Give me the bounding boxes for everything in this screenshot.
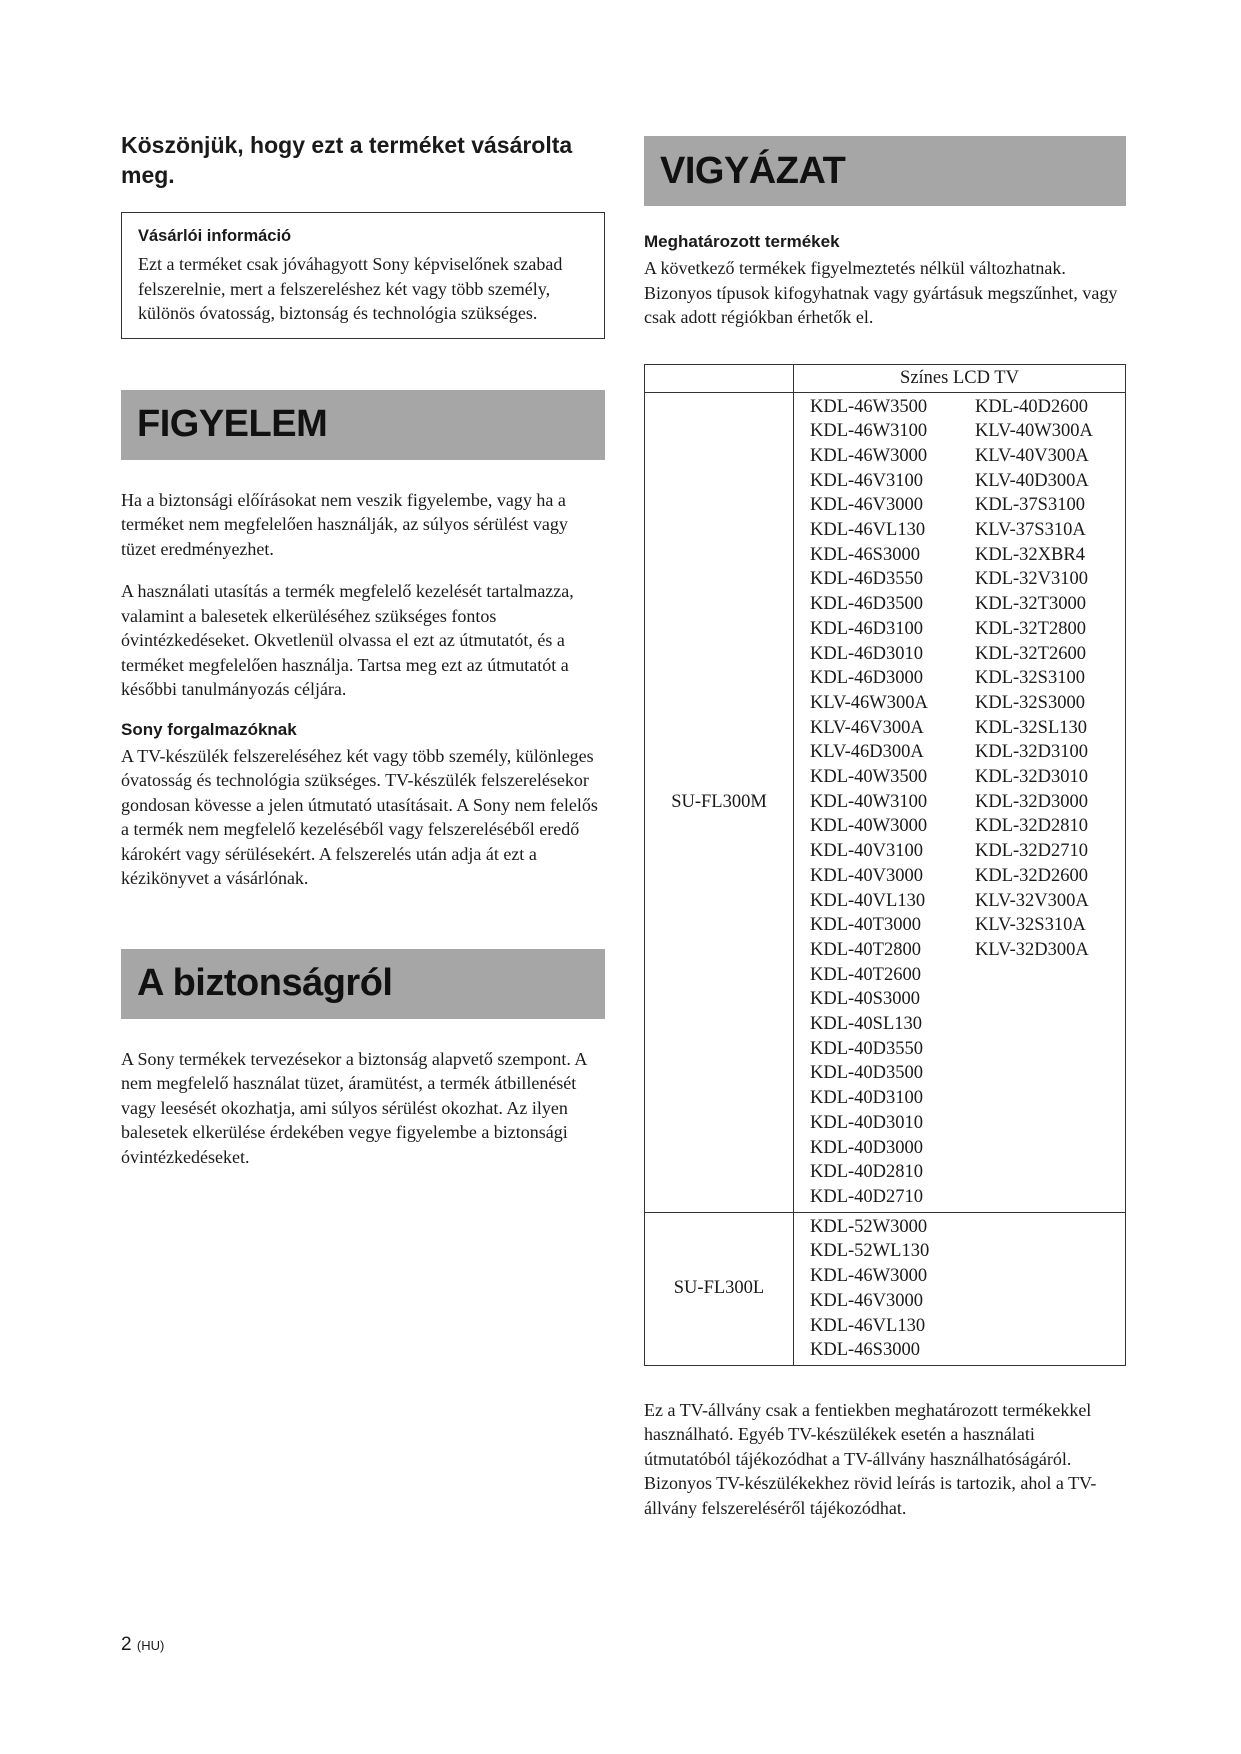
tv-model-list [810,395,975,1210]
table-header: Színes LCD TV [794,364,1126,392]
tv-model-item: KLV-46W300A [810,692,928,713]
tv-model-item: KDL-32S3000 [975,692,1085,713]
tv-model-item: KDL-40D3010 [810,1112,924,1133]
tv-model-item: KDL-32T2800 [975,618,1086,639]
safety-banner: A biztonságról [121,949,605,1019]
tv-model-item: KDL-40T3000 [810,915,921,936]
compatibility-table [644,364,1126,1366]
tv-model-item: KDL-40T2600 [810,964,921,985]
left-column [121,130,605,1169]
tv-model-item: KLV-40W300A [975,421,1093,442]
customer-info-title: Vásárlói információ [138,227,292,245]
tv-model-item: KDL-46W3100 [810,421,928,442]
tv-model-item: KDL-46D3100 [810,618,924,639]
dealers-heading: Sony forgalmazóknak [121,719,297,739]
warning-paragraph-2: A használati utasítás a termék megfelelő kezelését tartalmazza, valamint a balesetek elkerüléséhez szükséges fontos óvintézkedéseket. Okvetlenül olvassa el ezt az útmutatót, és a terméket megfelelően használja. Tartsa meg ezt az útmutatót a későbbi tanulmányozás céljára. [121,581,574,699]
tv-model-item: KDL-40D3500 [810,1063,924,1084]
tv-models-cell [794,1212,1126,1365]
tv-model-item: KDL-46D3550 [810,569,924,590]
table-corner-cell [645,364,794,392]
warning-banner: FIGYELEM [121,390,605,460]
right-column [644,136,1126,1520]
caution-banner: VIGYÁZAT [644,136,1126,206]
tv-model-item: KDL-32T3000 [975,594,1086,615]
tv-model-item: KDL-46VL130 [810,520,926,541]
table-row [645,392,1126,1212]
tv-model-item: KDL-40W3500 [810,767,928,788]
tv-model-item: KDL-40SL130 [810,1014,923,1035]
tv-model-item: KDL-32T2600 [975,643,1086,664]
language-code: (HU) [136,1638,165,1653]
tv-model-item: KDL-46V3100 [810,470,924,491]
tv-model-item: KLV-32D300A [975,939,1089,960]
tv-model-item: KDL-46S3000 [810,1340,920,1361]
page-footer [121,1634,164,1656]
tv-model-item: KDL-46D3010 [810,643,924,664]
tv-model-item: KLV-40D300A [975,470,1089,491]
mount-model-cell: SU-FL300M [645,392,794,1212]
mount-model-cell: SU-FL300L [645,1212,794,1365]
tv-model-item: KDL-46W3000 [810,1266,928,1287]
tv-model-item: KDL-46V3000 [810,1290,924,1311]
tv-model-item: KDL-46W3500 [810,396,928,417]
tv-model-item: KLV-32S310A [975,915,1086,936]
tv-model-item: KDL-40D2810 [810,1162,924,1183]
specified-products-text: A következő termékek figyelmeztetés nélkül változhatnak. Bizonyos típusok kifogyhatnak vagy gyártásuk megszűnhet, vagy csak adott régiókban érhetők el. [644,258,1118,327]
tv-model-item: KDL-40W3000 [810,816,928,837]
tv-model-item: KDL-46V3000 [810,495,924,516]
tv-model-item: KDL-32D3100 [975,742,1089,763]
tv-model-item: KDL-40D3000 [810,1137,924,1158]
customer-info-box [121,212,605,339]
tv-model-item: KDL-46D3000 [810,668,924,689]
tv-model-item: KDL-40VL130 [810,890,926,911]
safety-text: A Sony termékek tervezésekor a biztonság alapvető szempont. A nem megfelelő használat tüzet, áramütést, a termék átbillenését vagy leesését okozhatja, ami súlyos sérülést okozhat. Az ilyen balesetek elkerülése érdekében vegye figyelembe a biztonsági óvintézkedéseket. [121,1048,587,1167]
tv-model-item: KDL-46W3000 [810,445,928,466]
tv-model-item: KDL-32D2810 [975,816,1089,837]
tv-model-list [810,1215,975,1363]
tv-model-item: KDL-32S3100 [975,668,1085,689]
tv-model-item: KDL-40T2800 [810,939,921,960]
tv-model-item: KDL-32D2710 [975,841,1089,862]
specified-products-heading: Meghatározott termékek [644,232,840,251]
tv-model-item: KLV-46D300A [810,742,924,763]
usage-note: Ez a TV-állvány csak a fentiekben meghatározott termékekkel használható. Egyéb TV-készülékek esetén a használati útmutatóból tájékozódhat a TV-állvány használhatóságáról. [644,1399,1092,1469]
customer-info-text: Ezt a terméket csak jóváhagyott Sony képviselőnek szabad felszerelnie, mert a felszereléshez két vagy több személy, különös óvatosság, biztonság és technológia szükséges. [138,254,563,323]
warning-paragraph-1: Ha a biztonsági előírásokat nem veszik figyelembe, vagy ha a terméket nem megfelelően használják, az súlyos sérülést vagy tüzet eredményezhet. [121,489,568,559]
tv-model-item: KDL-40W3100 [810,791,928,812]
tv-model-item: KDL-32V3100 [975,569,1089,590]
page-number: 2 [121,1634,132,1655]
tv-model-item: KDL-46VL130 [810,1315,926,1336]
tv-model-item: KDL-40V3100 [810,841,924,862]
tv-model-item: KDL-32SL130 [975,717,1088,738]
tv-model-item: KLV-46V300A [810,717,924,738]
tv-model-item: KDL-46S3000 [810,544,920,565]
tv-model-item: KDL-32XBR4 [975,544,1085,565]
tv-model-item: KDL-40S3000 [810,989,920,1010]
dealers-text: A TV-készülék felszereléséhez két vagy több személy, különleges óvatosság és technológia szükséges. TV-készülék felszerelésekor gondosan kövesse a jelen útmutató utasításait. A Sony nem felelős a termék nem megfelelő kezeléséből vagy felszereléséből eredő károkért vagy sérülésekért. A felszerelés után adja át ezt a kézikönyvet a vásárlónak. [121,745,598,888]
tv-models-cell [794,392,1126,1212]
tv-model-item: KLV-32V300A [975,890,1089,911]
quick-guide-note: Bizonyos TV-készülékekhez rövid leírás is tartozik, ahol a TV-állvány felszereléséről tájékozódhat. [644,1473,1097,1518]
tv-model-item: KDL-40D2710 [810,1187,924,1207]
tv-model-item: KDL-32D2600 [975,865,1089,886]
tv-model-item: KDL-32D3010 [975,767,1089,788]
tv-model-item: KDL-40D3100 [810,1088,924,1109]
tv-model-item: KDL-52W3000 [810,1216,928,1237]
tv-model-list [975,395,1093,1210]
tv-model-item: KDL-52WL130 [810,1241,930,1262]
thanks-heading: Köszönjük, hogy ezt a terméket vásárolta meg. [121,132,573,188]
tv-model-item: KDL-46D3500 [810,594,924,615]
tv-model-item: KDL-32D3000 [975,791,1089,812]
tv-model-item: KLV-37S310A [975,520,1086,541]
tv-model-item: KDL-37S3100 [975,495,1085,516]
tv-model-item: KDL-40V3000 [810,865,924,886]
table-row [645,1212,1126,1365]
tv-model-item: KLV-40V300A [975,445,1089,466]
tv-model-item: KDL-40D2600 [975,396,1089,417]
tv-model-item: KDL-40D3550 [810,1038,924,1059]
